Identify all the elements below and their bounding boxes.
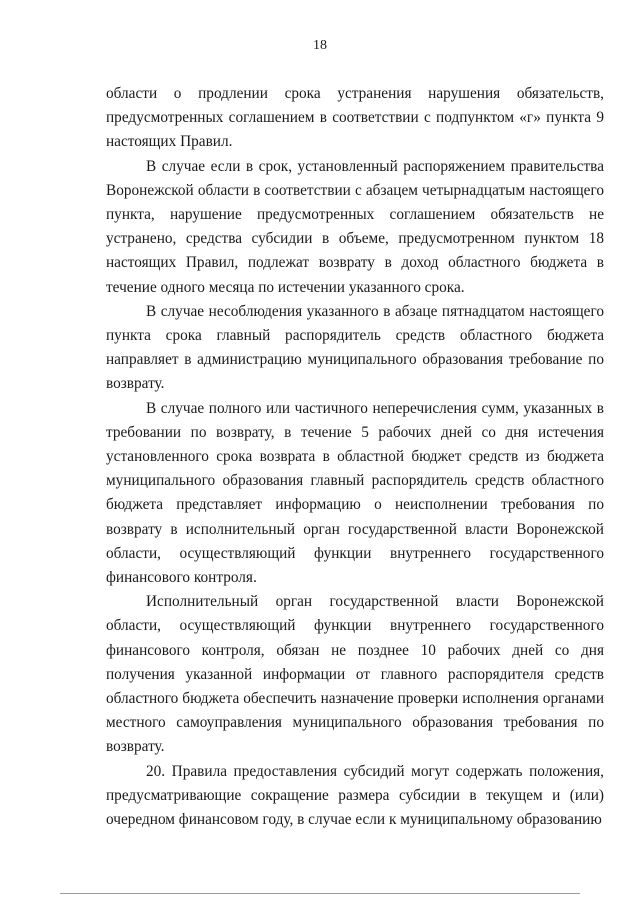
paragraph-financial-control: Исполнительный орган государственной власти Воронежской области, осуществляющий функции внутреннего государственного финансового контроля, обязан не позднее 10 рабочих дней со дня получения указанной информации от главного распорядителя средств областного бюджета обеспечить назначение проверки исполнения органами местного самоуправления муниципального образования требования по возврату. — [106, 593, 604, 756]
paragraph-deadline-violation: В случае если в срок, установленный распоряжением правительства Воронежской области в соответствии с абзацем четырнадцатым настоящего пункта, нарушение предусмотренных соглашением обязательств не устранено, средства субсидии в объеме, предусмотренном пунктом 18 настоящих Правил, подлежат возврату в доход областного бюджета в течение одного месяца по истечении указанного срока. — [106, 157, 604, 296]
paragraph-non-transfer: В случае полного или частичного неперечисления сумм, указанных в требовании по возврату, в течение 5 рабочих дней со дня истечения установленного срока возврата в областной бюджет средств из бюджета муниципального образования главный распорядитель средств областного бюджета представляет информацию о неисполнении требования по возврату в исполнительный орган государственной власти Воронежской области, осуществляющий функции внутреннего государственного финансового контроля. — [106, 399, 604, 587]
paragraph-item-20: 20. Правила предоставления субсидий могут содержать положения, предусматривающие сокращение размера субсидии в текущем и (или) очередном финансовом году, в случае если к муниципальному образованию — [106, 762, 604, 829]
page-number: 18 — [313, 38, 327, 53]
paragraph-continuation: области о продлении срока устранения нарушения обязательств, предусмотренных соглашением в соответствии с подпунктом «г» пункта 9 настоящих Правил. — [106, 85, 604, 151]
scan-edge-line — [60, 893, 580, 894]
paragraph-return-demand: В случае несоблюдения указанного в абзаце пятнадцатом настоящего пункта срока главный распорядитель средств областного бюджета направляет в администрацию муниципального образования требование по возврату. — [106, 302, 604, 393]
document-body — [106, 82, 604, 832]
